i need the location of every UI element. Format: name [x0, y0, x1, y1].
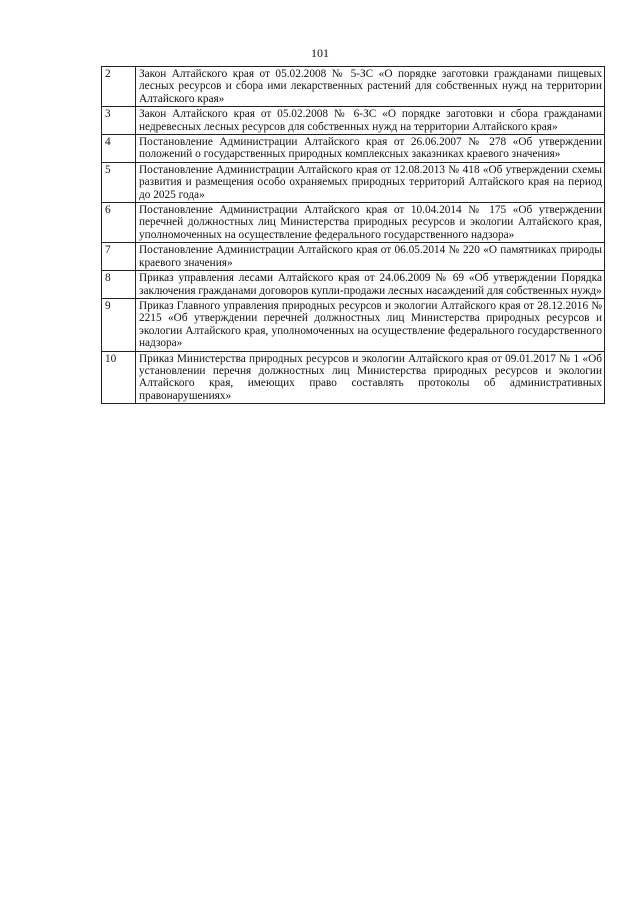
row-text: Закон Алтайского края от 05.02.2008 № 5-ЗС «О порядке заготовки гражданами пищевых лесных ресурсов и сбора ими лекарственных растений для собственных нужд на территории Алтайского края» [136, 67, 605, 107]
row-number: 10 [102, 351, 136, 404]
table-row [102, 203, 605, 243]
table-row [102, 298, 605, 351]
row-number: 6 [102, 203, 136, 243]
row-text: Постановление Администрации Алтайского края от 06.05.2014 № 220 «О памятниках природы краевого значения» [136, 243, 605, 271]
row-text: Постановление Администрации Алтайского края от 26.06.2007 № 278 «Об утверждении положений о государственных природных комплексных заказниках краевого значения» [136, 135, 605, 163]
table-row [102, 271, 605, 299]
row-text: Приказ Главного управления природных ресурсов и экологии Алтайского края от 28.12.2016 № 2215 «Об утверждении перечней должностных лиц Министерства природных ресурсов и экологии Алтайского края, уполномоченных на осуществление федерального государственного надзора» [136, 298, 605, 351]
table-row [102, 162, 605, 202]
row-number: 7 [102, 243, 136, 271]
row-text: Приказ управления лесами Алтайского края от 24.06.2009 № 69 «Об утверждении Порядка заключения гражданами договоров купли-продажи лесных насаждений для собственных нужд» [136, 271, 605, 299]
row-number: 4 [102, 135, 136, 163]
row-text: Приказ Министерства природных ресурсов и экологии Алтайского края от 09.01.2017 № 1 «Об установлении перечня должностных лиц Министерства природных ресурсов и экологии Алтайского края, имеющих право составлять протоколы об административных правонарушениях» [136, 351, 605, 404]
legal-acts-table [101, 66, 605, 404]
row-number: 2 [102, 67, 136, 107]
table-row [102, 107, 605, 135]
row-number: 8 [102, 271, 136, 299]
table-row [102, 135, 605, 163]
row-text: Постановление Администрации Алтайского края от 10.04.2014 № 175 «Об утверждении перечней должностных лиц Министерства природных ресурсов и экологии Алтайского края, уполномоченных на осуществление федерального государственного надзора» [136, 203, 605, 243]
table-row [102, 243, 605, 271]
page-number: 101 [311, 46, 329, 60]
table-row [102, 351, 605, 404]
row-number: 9 [102, 298, 136, 351]
row-text: Закон Алтайского края от 05.02.2008 № 6-ЗС «О порядке заготовки и сбора гражданами недревесных лесных ресурсов для собственных нужд на территории Алтайского края» [136, 107, 605, 135]
row-number: 5 [102, 162, 136, 202]
row-text: Постановление Администрации Алтайского края от 12.08.2013 № 418 «Об утверждении схемы развития и размещения особо охраняемых природных территорий Алтайского края на период до 2025 года» [136, 162, 605, 202]
table-row [102, 67, 605, 107]
row-number: 3 [102, 107, 136, 135]
